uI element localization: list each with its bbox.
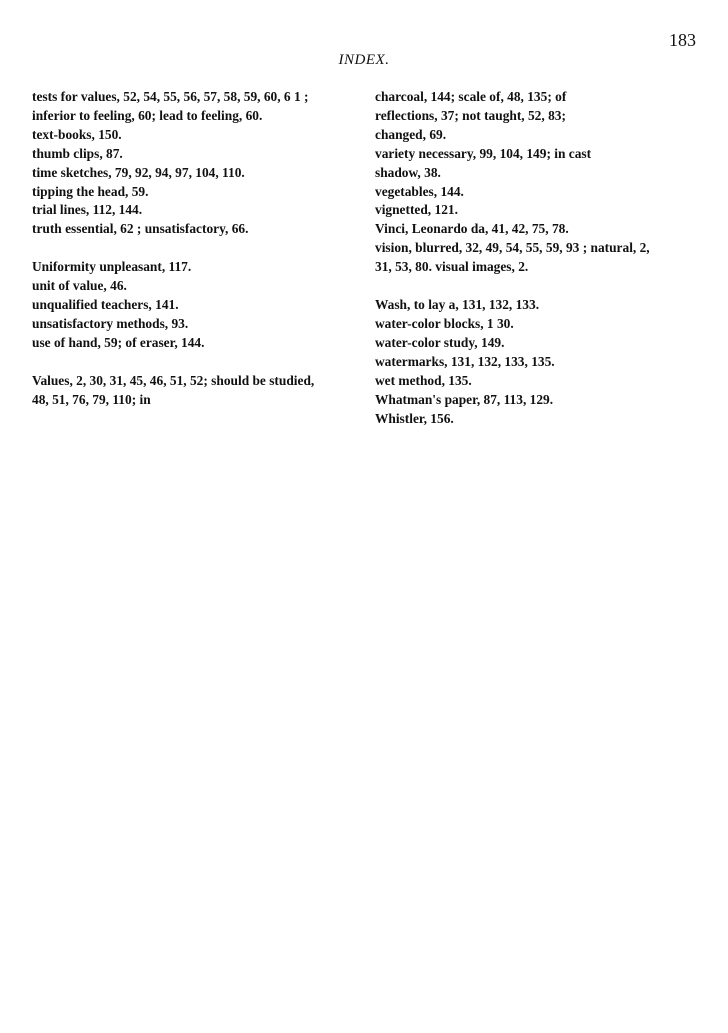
- index-entry-text: changed, 69.: [375, 126, 447, 142]
- index-entry-continuation: 48, 51, 76, 79, 110; in: [32, 391, 151, 407]
- index-entry-text: text-books, 150.: [32, 126, 122, 142]
- index-entry: [375, 391, 705, 410]
- index-group-v: [32, 372, 362, 410]
- index-group-v-continued: [375, 88, 705, 277]
- index-entry-text: unsatisfactory methods, 93.: [32, 315, 189, 331]
- index-entry: [32, 334, 362, 353]
- index-entry: [375, 334, 705, 353]
- page-number: 183: [669, 30, 696, 50]
- index-entry-text: Wash, to lay a, 131, 132, 133.: [375, 297, 540, 313]
- index-entry-continuation: 31, 53, 80. visual images, 2.: [375, 259, 529, 275]
- index-entry-text: Whatman's paper, 87, 113, 129.: [375, 391, 554, 407]
- index-entry-text: unqualified teachers, 141.: [32, 297, 179, 313]
- index-entry-text: water-color blocks, 1 30.: [375, 315, 514, 331]
- group-spacer: [32, 239, 362, 258]
- index-entry: [375, 88, 705, 107]
- index-group-w: [375, 296, 705, 428]
- index-entry: [375, 183, 705, 202]
- index-entry: [375, 410, 705, 429]
- index-entry-text: Values, 2, 30, 31, 45, 46, 51, 52; should be studied,: [32, 372, 315, 388]
- index-entry-text: thumb clips, 87.: [32, 145, 123, 161]
- index-entry: [375, 315, 705, 334]
- index-entry-text: trial lines, 112, 144.: [32, 202, 143, 218]
- index-entry-text: charcoal, 144; scale of, 48, 135; of: [375, 89, 567, 104]
- index-entry-text: Vinci, Leonardo da, 41, 42, 75, 78.: [375, 221, 569, 237]
- index-entry: [375, 296, 705, 315]
- index-entry-text: watermarks, 131, 132, 133, 135.: [375, 353, 555, 369]
- index-entry-text: shadow, 38.: [375, 164, 441, 180]
- index-entry: [32, 258, 362, 277]
- index-entry-text: tipping the head, 59.: [32, 183, 149, 199]
- index-entry: [32, 296, 362, 315]
- index-entry: [32, 88, 362, 126]
- index-entry: [32, 277, 362, 296]
- index-entry: [375, 220, 705, 239]
- index-entry: [375, 353, 705, 372]
- index-entry: [32, 201, 362, 220]
- index-entry: [375, 126, 705, 145]
- index-entry: [32, 372, 362, 410]
- index-entry-text: tests for values, 52, 54, 55, 56, 57, 58, 59, 60, 6 1 ;: [32, 89, 309, 104]
- index-column-right: [375, 88, 705, 428]
- index-entry: [32, 315, 362, 334]
- index-entry: [32, 164, 362, 183]
- index-entry-text: vignetted, 121.: [375, 202, 458, 218]
- index-entry-text: variety necessary, 99, 104, 149; in cast: [375, 145, 592, 161]
- index-entry-text: time sketches, 79, 92, 94, 97, 104, 110.: [32, 164, 245, 180]
- index-entry-continuation: inferior to feeling, 60; lead to feeling, 60.: [32, 107, 263, 123]
- index-entry: [375, 372, 705, 391]
- index-entry: [32, 183, 362, 202]
- index-entry-text: vegetables, 144.: [375, 183, 464, 199]
- index-entry-text: vision, blurred, 32, 49, 54, 55, 59, 93 ; natural, 2,: [375, 240, 650, 256]
- index-entry-text: Whistler, 156.: [375, 410, 454, 426]
- index-entry-text: Uniformity unpleasant, 117.: [32, 259, 192, 275]
- index-column-left: [32, 88, 362, 410]
- index-entry: [375, 164, 705, 183]
- index-group-t: [32, 88, 362, 239]
- index-entry: [32, 126, 362, 145]
- running-head: INDEX.: [338, 52, 390, 68]
- index-entry: [32, 220, 362, 239]
- index-group-u: [32, 258, 362, 353]
- index-entry: [375, 201, 705, 220]
- index-entry: [32, 145, 362, 164]
- index-entry: [375, 239, 705, 277]
- index-entry-text: wet method, 135.: [375, 372, 472, 388]
- group-spacer: [32, 353, 362, 372]
- index-entry: [375, 107, 705, 126]
- index-entry-text: use of hand, 59; of eraser, 144.: [32, 334, 205, 350]
- index-entry-text: reflections, 37; not taught, 52, 83;: [375, 107, 566, 123]
- index-entry-text: water-color study, 149.: [375, 334, 505, 350]
- group-spacer: [375, 277, 705, 296]
- index-entry-text: unit of value, 46.: [32, 278, 127, 294]
- index-entry-text: truth essential, 62 ; unsatisfactory, 66.: [32, 221, 249, 237]
- index-entry: [375, 145, 705, 164]
